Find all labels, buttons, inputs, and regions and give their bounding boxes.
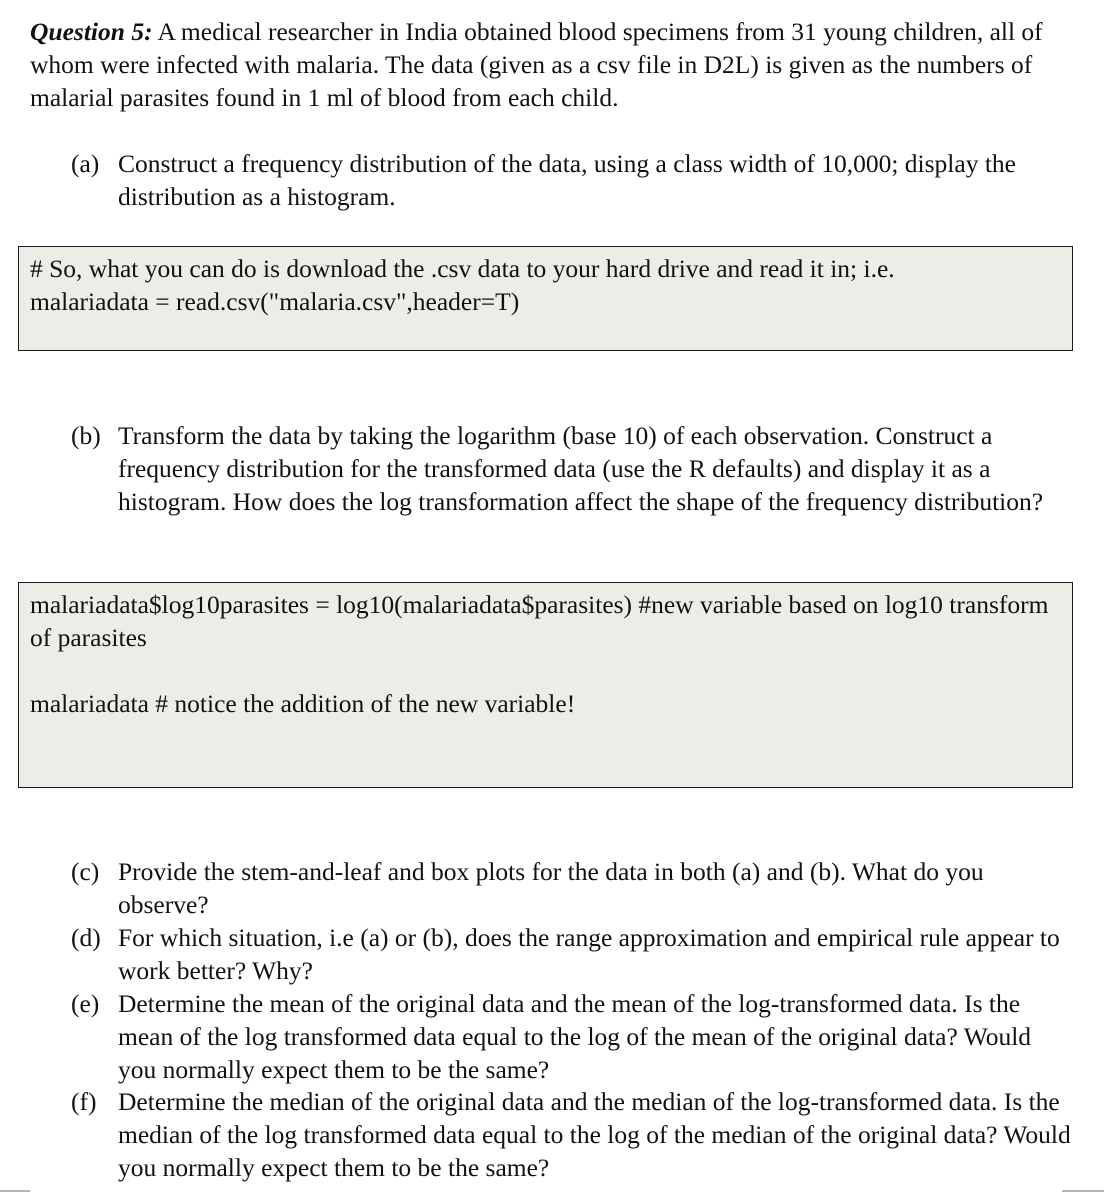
code-print-data: malariadata # notice the addition of the new variable! xyxy=(30,689,576,718)
part-a xyxy=(71,147,1061,213)
part-c xyxy=(71,855,1071,921)
code-log10-assignment: malariadata$log10parasites = log10(malariadata$parasites) #new variable based on log10 transform of parasites xyxy=(30,590,1049,652)
part-e-label: (e) xyxy=(71,989,100,1018)
code-box-read-csv xyxy=(18,246,1073,351)
part-f-text: Determine the median of the original data and the median of the log-transformed data. Is the median of the log transformed data equal to the log of the median of the original data? Would you normally expect them to be the same? xyxy=(118,1087,1071,1182)
code-comment-download: # So, what you can do is download the .csv data to your hard drive and read it in; i.e. xyxy=(30,254,895,283)
part-b-label: (b) xyxy=(71,421,101,450)
part-f xyxy=(71,1085,1071,1184)
page-edge-left xyxy=(0,1190,30,1192)
part-b xyxy=(71,419,1071,518)
code-box-log-transform xyxy=(18,582,1073,788)
part-e-text: Determine the mean of the original data and the mean of the log-transformed data. Is the mean of the log transformed data equal to the log of the mean of the original data? Would you normally expect them to be the same? xyxy=(118,989,1032,1084)
part-a-text: Construct a frequency distribution of the data, using a class width of 10,000; display the distribution as a histogram. xyxy=(118,149,1016,211)
part-d-label: (d) xyxy=(71,923,101,952)
question-intro xyxy=(30,15,1090,114)
page-edge-right xyxy=(1062,1190,1104,1192)
part-c-text: Provide the stem-and-leaf and box plots for the data in both (a) and (b). What do you observe? xyxy=(118,857,984,919)
question-text: A medical researcher in India obtained blood specimens from 31 young children, all of whom were infected with malaria. The data (given as a csv file in D2L) is given as the numbers of malarial parasites found in 1 ml of blood from each child. xyxy=(30,17,1043,112)
code-read-csv: malariadata = read.csv("malaria.csv",header=T) xyxy=(30,287,520,316)
part-e xyxy=(71,987,1071,1086)
part-d xyxy=(71,921,1071,987)
part-b-text: Transform the data by taking the logarithm (base 10) of each observation. Construct a frequency distribution for the transformed data (use the R defaults) and display it as a histogram. How does the log transformation affect the shape of the frequency distribution? xyxy=(118,421,1044,516)
part-d-text: For which situation, i.e (a) or (b), does the range approximation and empirical rule appear to work better? Why? xyxy=(118,923,1060,985)
part-c-label: (c) xyxy=(71,857,100,886)
part-f-label: (f) xyxy=(71,1087,97,1116)
part-a-label: (a) xyxy=(71,149,100,178)
question-label: Question 5: xyxy=(30,17,153,46)
